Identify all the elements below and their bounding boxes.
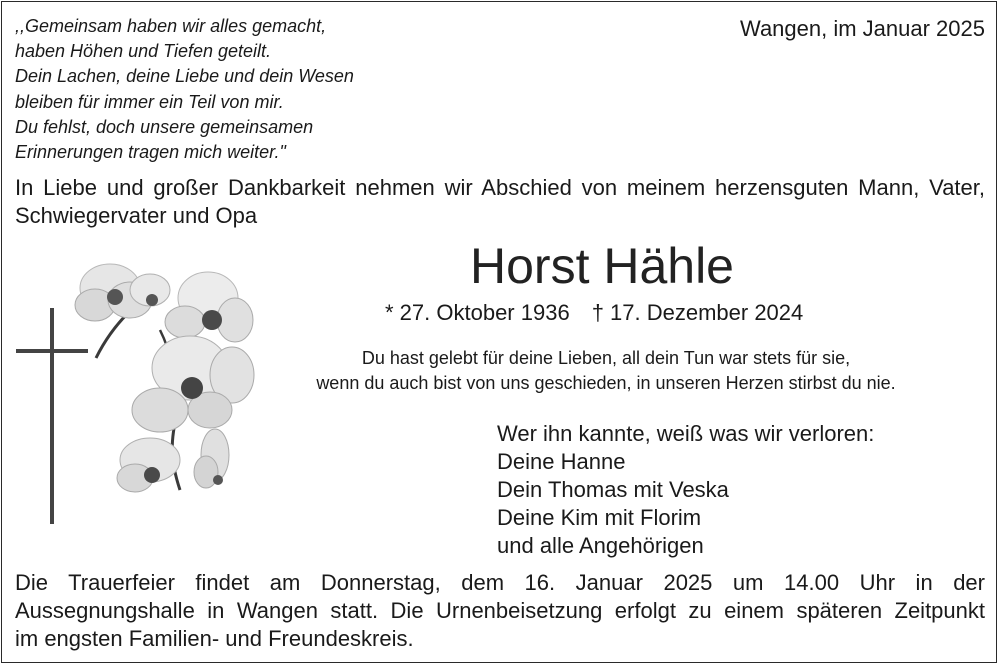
mourners-line: Deine Hanne — [497, 449, 626, 474]
quote-line: haben Höhen und Tiefen geteilt. — [15, 41, 272, 62]
quote-line: Dein Lachen, deine Liebe und dein Wesen — [15, 66, 354, 87]
quote-line: ,,Gemeinsam haben wir alles gemacht, — [15, 16, 327, 36]
quote-line: Erinnerungen tragen mich weiter." — [15, 142, 286, 163]
orchid-image — [75, 264, 254, 492]
mourners-line: Dein Thomas mit Veska — [497, 477, 729, 502]
life-dates — [385, 300, 803, 326]
funeral-line: Aussegnungshalle in Wangen statt. Die Urnenbeisetzung erfolgt zu einem späteren Zeitpunkt — [15, 598, 985, 623]
poem-line: wenn du auch bist von uns geschieden, in unseren Herzen stirbst du nie. — [316, 373, 896, 393]
death-date: † 17. Dezember 2024 — [591, 300, 804, 325]
mourners-list — [497, 420, 874, 560]
memorial-artwork — [10, 250, 260, 530]
quote-line: bleiben für immer ein Teil von mir. — [15, 91, 284, 112]
memorial-poem — [270, 346, 942, 396]
birth-date: * 27. Oktober 1936 — [385, 300, 570, 325]
poem-line: Du hast gelebt für deine Lieben, all dein Tun war stets für sie, — [361, 348, 851, 368]
mourners-line: und alle Angehörigen — [497, 533, 704, 558]
funeral-line: im engsten Familien- und Freundeskreis. — [15, 626, 414, 651]
funeral-line: Die Trauerfeier findet am Donnerstag, dem 16. Januar 2025 um 14.00 Uhr in der — [15, 570, 985, 595]
mourners-line: Wer ihn kannte, weiß was wir verloren: — [497, 421, 875, 446]
cross-icon — [16, 308, 88, 524]
deceased-name: Horst Hähle — [470, 238, 734, 294]
mourners-line: Deine Kim mit Florim — [497, 505, 702, 530]
quote-line: Du fehlst, doch unsere gemeinsamen — [15, 116, 314, 137]
intro-text: In Liebe und großer Dankbarkeit nehmen wir Abschied von meinem herzensguten Mann, Vater, Schwiegervater und Opa — [15, 175, 985, 228]
funeral-info — [15, 569, 985, 653]
memorial-quote — [15, 14, 354, 165]
place-date: Wangen, im Januar 2025 — [740, 16, 985, 41]
